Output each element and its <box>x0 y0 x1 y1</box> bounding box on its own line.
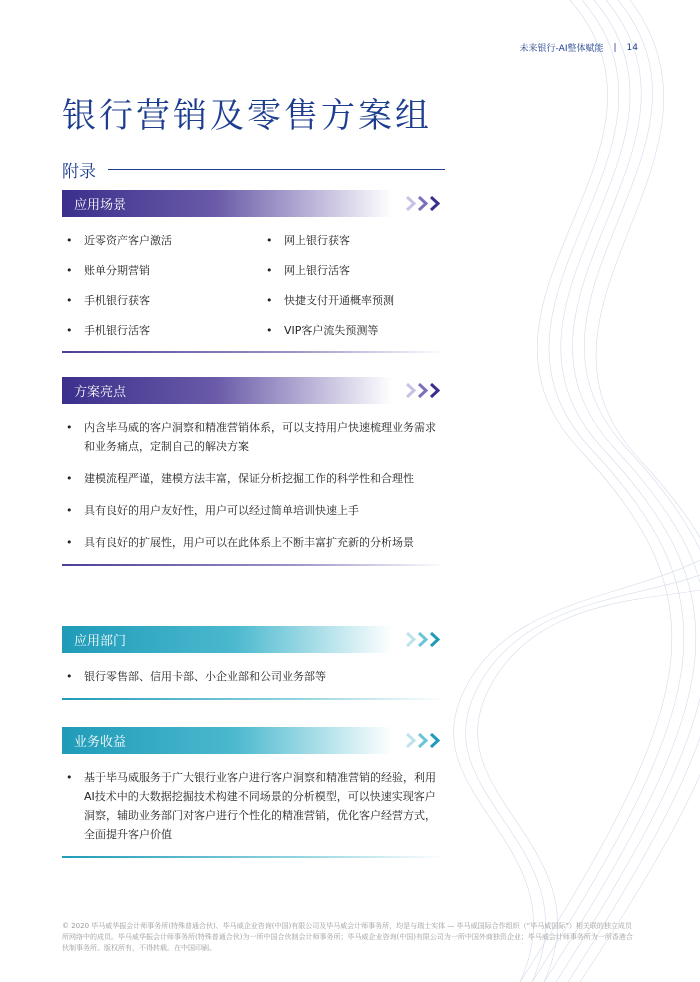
section-rule <box>62 564 446 566</box>
list-item: • 银行零售部、信用卡部、小企业部和公司业务部等 <box>66 670 326 683</box>
chevrons-icon <box>406 733 446 748</box>
list-item: • VIP客户流失预测等 <box>266 324 379 337</box>
section-rule <box>62 856 446 858</box>
chevrons-icon <box>406 383 446 398</box>
section-bar <box>62 377 446 404</box>
copyright-footer: © 2020 毕马威华振会计师事务所(特殊普通合伙)、毕马威企业咨询(中国)有限公司及毕马威会计师事务所，均是与瑞士实体 — 毕马威国际合作组织（“毕马威国际”）相关联的独立成员所网络中的成员。毕马威华振会计师事务所(特殊普通合伙)为一所中国合伙制会计师事务所；毕马威企业咨询(中国)有限公司为一所中国外商独资企业；毕马威会计师事务所为一所香港合伙制事务所。版权所有，不得转载。在中国印刷。 <box>62 922 633 952</box>
section-scenarios <box>62 190 446 353</box>
appendix-rule <box>108 169 445 170</box>
page-number: 14 <box>626 42 638 53</box>
section-rule <box>62 351 446 353</box>
department-list <box>62 667 446 686</box>
section-rule <box>62 698 446 700</box>
list-item: • 具有良好的用户友好性，用户可以经过简单培训快速上手 <box>66 504 359 517</box>
appendix-heading <box>62 157 445 182</box>
list-item: • 内含毕马威的客户洞察和精准营销体系，可以支持用户快速梳理业务需求和业务痛点，定制自己的解决方案 <box>66 421 436 453</box>
section-bar <box>62 626 446 653</box>
page-title: 银行营销及零售方案组 <box>62 96 432 136</box>
section-title: 方案亮点 <box>74 385 127 400</box>
section-highlights <box>62 377 446 566</box>
section-bar <box>62 727 446 754</box>
page-header <box>519 41 638 54</box>
list-item: • 手机银行活客 <box>66 324 150 337</box>
list-item: • 建模流程严谨，建模方法丰富，保证分析挖掘工作的科学性和合理性 <box>66 472 414 485</box>
header-separator: | <box>613 42 617 53</box>
chevrons-icon <box>406 196 446 211</box>
section-benefits <box>62 727 446 858</box>
section-title: 业务收益 <box>74 735 127 750</box>
list-item: • 基于毕马威服务于广大银行业客户进行客户洞察和精准营销的经验，利用AI技术中的大数据挖掘技术构建不同场景的分析模型，可以快速实现客户洞察，辅助业务部门对客户进行个性化的精准营销，优化客户经营方式，全面提升客户价值 <box>66 771 436 841</box>
chevrons-icon <box>406 632 446 647</box>
list-item: • 具有良好的扩展性，用户可以在此体系上不断丰富扩充新的分析场景 <box>66 536 414 549</box>
section-departments <box>62 626 446 700</box>
benefit-list <box>62 768 446 844</box>
list-item: • 网上银行活客 <box>266 264 350 277</box>
section-bar <box>62 190 446 217</box>
section-title: 应用场景 <box>74 198 127 213</box>
list-item: • 快捷支付开通概率预测 <box>266 294 394 307</box>
header-label: 未来银行-AI整体赋能 <box>519 44 604 54</box>
list-item: • 账单分期营销 <box>66 264 150 277</box>
highlight-list <box>62 418 446 552</box>
scenario-list <box>62 233 446 339</box>
list-item: • 手机银行获客 <box>66 294 150 307</box>
list-item: • 近零资产客户激活 <box>66 234 172 247</box>
list-item: • 网上银行获客 <box>266 234 350 247</box>
section-title: 应用部门 <box>74 634 127 649</box>
appendix-label: 附录 <box>62 162 96 182</box>
